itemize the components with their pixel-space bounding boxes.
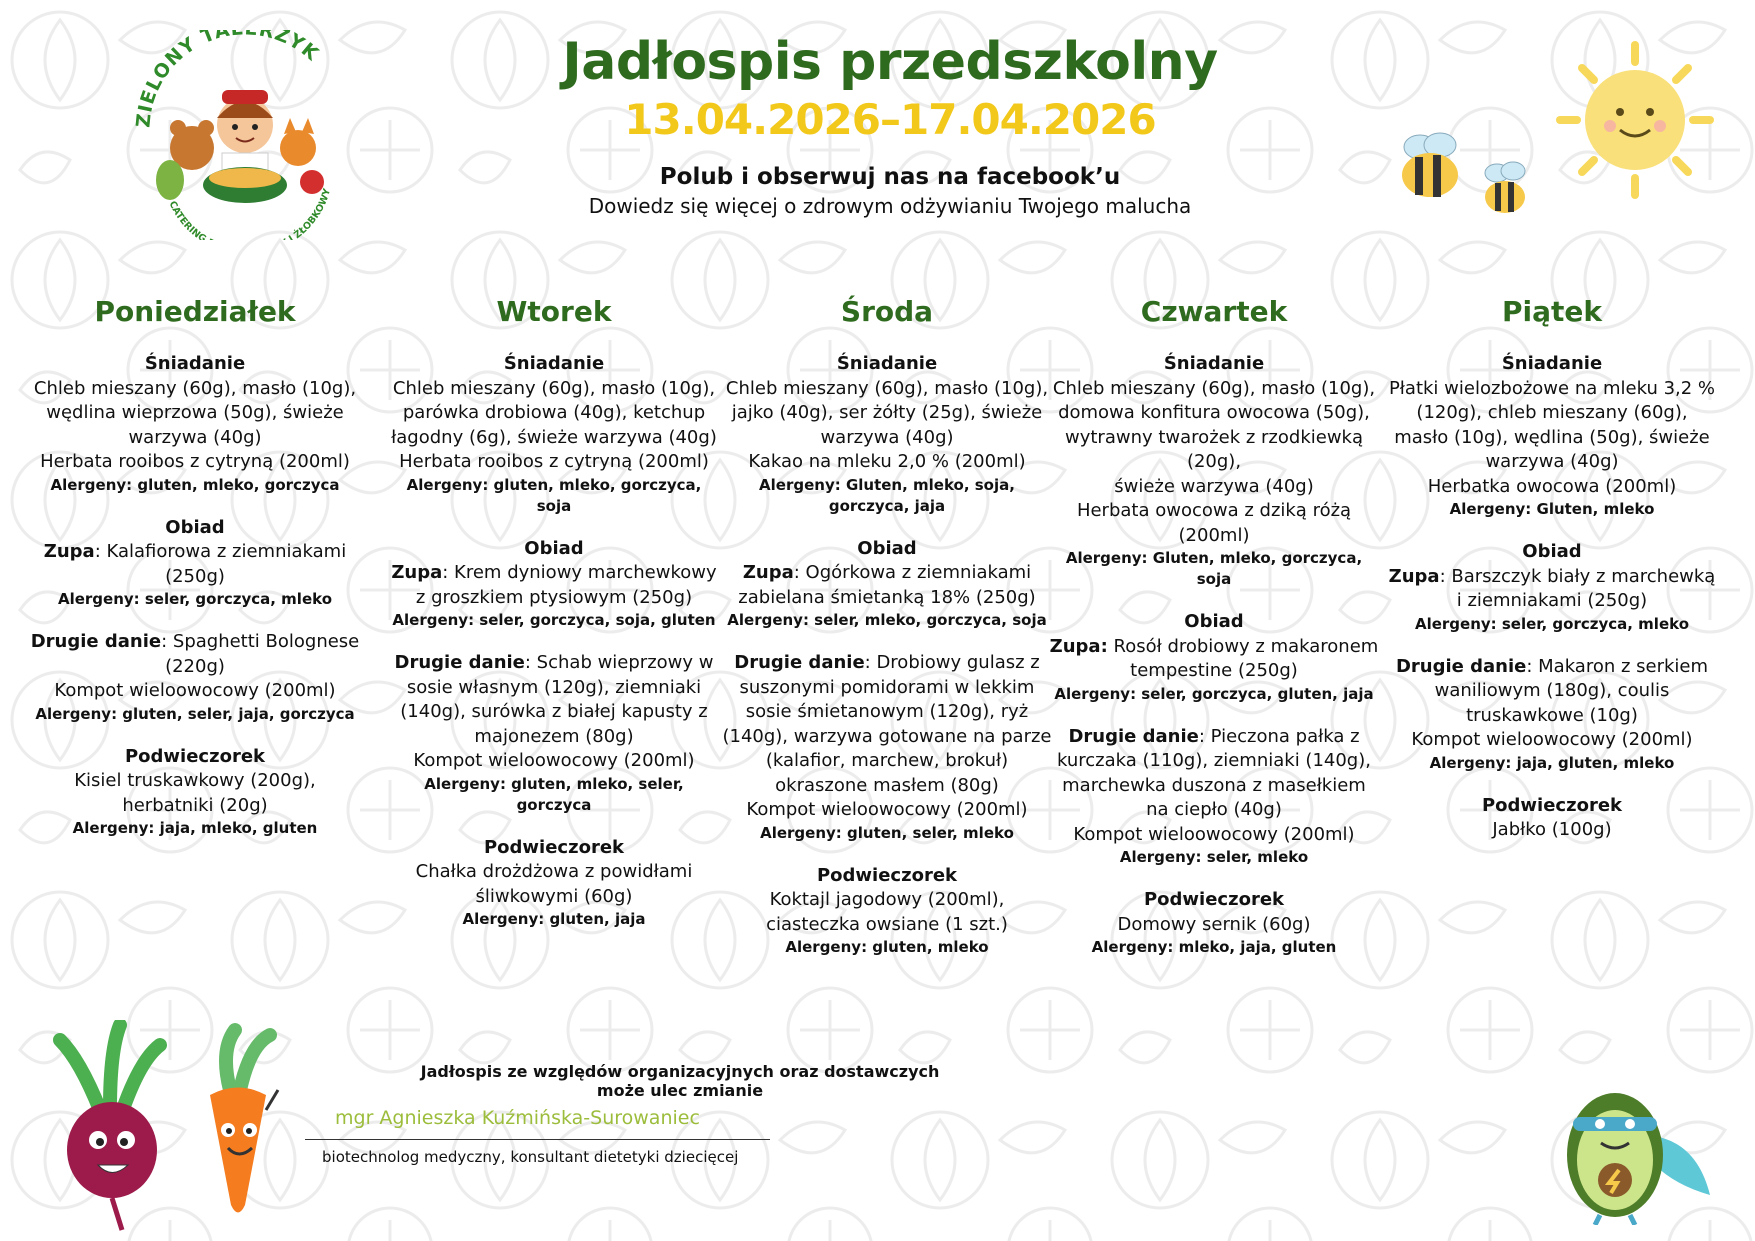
allergens: Alergeny: jaja, mleko, gluten bbox=[72, 819, 318, 837]
menu-text: Domowy sernik (60g) bbox=[1117, 913, 1311, 935]
main-course bbox=[722, 651, 1052, 798]
meal-title: Podwieczorek bbox=[483, 836, 625, 858]
allergens: Alergeny: gluten, seler, mleko bbox=[760, 823, 1014, 842]
meal-title: Śniadanie bbox=[1501, 353, 1603, 374]
meal-title: Śniadanie bbox=[1163, 353, 1265, 374]
signature bbox=[305, 1105, 775, 1166]
date-range: 13.04.2026–17.04.2026 bbox=[624, 95, 1156, 144]
soup-text: : Barszczyk biały z marchewką i ziemniakami (250g) bbox=[1439, 565, 1716, 611]
allergens: Alergeny: seler, gorczyca, soja, gluten bbox=[392, 611, 716, 629]
menu-text: Koktajl jagodowy (200ml), ciasteczka owsiane (1 szt.) bbox=[766, 889, 1008, 935]
day-title: Poniedziałek bbox=[94, 295, 296, 328]
main-course bbox=[30, 630, 360, 679]
menu-text: Chleb mieszany (60g), masło (10g), parówka drobiowa (40g), ketchup łagodny (6g), świeże warzywa (40g) bbox=[391, 377, 717, 448]
menu-text: Kakao na mleku 2,0 % (200ml) bbox=[748, 451, 1026, 472]
meal-title: Podwieczorek bbox=[1481, 794, 1623, 816]
allergens: Alergeny: seler, mleko, gorczyca, soja bbox=[727, 611, 1047, 629]
menu-text: Herbatka owocowa (200ml) bbox=[1427, 475, 1677, 497]
soup-text: : Ogórkowa z ziemniakami zabielana śmietanką 18% (250g) bbox=[738, 562, 1036, 608]
main-label: Drugie danie bbox=[30, 631, 162, 652]
main-text: : Makaron z serkiem waniliowym (180g), coulis truskawkowe (10g) bbox=[1434, 655, 1709, 726]
allergens: Alergeny: gluten, mleko, seler, gorczyca bbox=[424, 774, 684, 814]
soup bbox=[389, 561, 719, 610]
allergens: Alergeny: seler, mleko bbox=[1119, 848, 1309, 866]
drink: Kompot wieloowocowy (200ml) bbox=[413, 750, 695, 771]
main-course bbox=[1387, 655, 1717, 729]
soup-label: Zupa bbox=[391, 562, 443, 583]
menu-text: Herbata rooibos z cytryną (200ml) bbox=[399, 451, 709, 472]
drink: Kompot wieloowocowy (200ml) bbox=[1073, 823, 1355, 845]
logo-top-text: ZIELONY TA RZYK bbox=[132, 30, 324, 129]
footer-note: Jadłospis ze względów organizacyjnych oraz dostawczych może ulec zmianie bbox=[420, 1062, 940, 1100]
allergens: Alergeny: jaja, gluten, mleko bbox=[1429, 753, 1675, 772]
main-label: Drugie danie bbox=[1068, 725, 1199, 747]
meal-title: Obiad bbox=[1184, 611, 1244, 632]
meal-title: Podwieczorek bbox=[816, 864, 958, 886]
meal-title: Śniadanie bbox=[144, 353, 246, 374]
menu-text: Chleb mieszany (60g), masło (10g), wędlina wieprzowa (50g), świeże warzywa (40g) bbox=[33, 377, 357, 448]
main-course bbox=[389, 651, 719, 749]
signature-line bbox=[305, 1139, 770, 1140]
meal-title: Śniadanie bbox=[503, 353, 605, 374]
logo bbox=[130, 30, 360, 240]
day-column-thursday bbox=[1049, 292, 1379, 958]
drink: Kompot wieloowocowy (200ml) bbox=[54, 680, 336, 701]
soup bbox=[722, 561, 1052, 610]
menu-text: Herbata owocowa z dziką różą (200ml) bbox=[1076, 500, 1352, 546]
drink: Kompot wieloowocowy (200ml) bbox=[746, 799, 1028, 820]
allergens: Alergeny: mleko, jaja, gluten bbox=[1091, 938, 1337, 956]
meal-title: Obiad bbox=[1522, 541, 1582, 562]
day-title: Piątek bbox=[1501, 295, 1602, 328]
menu-text: Herbata rooibos z cytryną (200ml) bbox=[40, 451, 350, 472]
meal-title: Śniadanie bbox=[836, 353, 938, 374]
day-title: Środa bbox=[840, 295, 934, 328]
bees-icon bbox=[1385, 125, 1550, 225]
main-text: : Schab wieprzowy w sosie własnym (120g), ziemniaki (140g), surówka z białej kapusty z majonezem (80g) bbox=[400, 652, 714, 747]
soup-label: Zupa: bbox=[1049, 635, 1108, 657]
menu-text: Jabłko (100g) bbox=[1492, 819, 1612, 840]
soup-label: Zupa bbox=[43, 541, 95, 562]
allergens: Alergeny: seler, gorczyca, gluten, jaja bbox=[1054, 684, 1374, 703]
soup-text: Rosół drobiowy z makaronem tempestine (250g) bbox=[1107, 635, 1379, 681]
page-title: Jadłospis przedszkolny bbox=[562, 32, 1218, 92]
soup-label: Zupa bbox=[742, 562, 794, 583]
meal-title: Obiad bbox=[524, 537, 584, 559]
allergens: Alergeny: gluten, mleko, gorczyca, soja bbox=[406, 475, 702, 515]
allergens: Alergeny: seler, gorczyca, mleko bbox=[1414, 614, 1690, 633]
allergens: Alergeny: gluten, mleko bbox=[785, 938, 989, 956]
main-text: : Drobiowy gulasz z suszonymi pomidorami w lekkim sosie śmietanowym (120g), ryż (140g), warzywa gotowane na parze (kalafior, marchew, brokuł) okraszone masłem (80g) bbox=[722, 652, 1052, 796]
signature-name: mgr Agnieszka Kuźmińska-Surowaniec bbox=[335, 1107, 700, 1129]
meal-title: Podwieczorek bbox=[124, 745, 266, 767]
day-title: Czwartek bbox=[1140, 295, 1288, 328]
sun-icon bbox=[1550, 40, 1720, 200]
menu-text: Chleb mieszany (60g), masło (10g), jajko (40g), ser żółty (25g), świeże warzywa (40g) bbox=[725, 377, 1049, 448]
menu-text: Chałka drożdżowa z powidłami śliwkowymi (60g) bbox=[415, 861, 693, 907]
main-course bbox=[1049, 725, 1379, 823]
allergens: Alergeny: gluten, mleko, gorczyca bbox=[50, 475, 340, 494]
main-label: Drugie danie bbox=[734, 652, 865, 673]
subtitle: Dowiedz się więcej o zdrowym odżywianiu Twojego malucha bbox=[588, 194, 1192, 218]
logo-bottom-text: CATERING I ŻŁOBKOWY bbox=[166, 187, 334, 240]
signature-title: biotechnolog medyczny, konsultant dietetyki dziecięcej bbox=[322, 1148, 739, 1166]
meal-title: Podwieczorek bbox=[1143, 889, 1285, 910]
meal-title: Obiad bbox=[857, 537, 917, 559]
main-text: : Pieczona pałka z kurczaka (110g), ziemniaki (140g), marchewka duszona z masełkiem na ciepło (40g) bbox=[1057, 725, 1371, 820]
day-column-tuesday bbox=[389, 292, 719, 930]
menu-text: Chleb mieszany (60g), masło (10g), domowa konfitura owocowa (50g), wytrawny twarożek z rzodkiewką (20g), bbox=[1052, 377, 1376, 472]
header bbox=[420, 30, 1360, 220]
day-column-monday bbox=[30, 292, 360, 839]
soup bbox=[1049, 635, 1379, 684]
day-column-friday bbox=[1387, 292, 1717, 843]
avocado-icon bbox=[1545, 1075, 1715, 1225]
day-column-wednesday bbox=[722, 292, 1052, 958]
allergens: Alergeny: Gluten, mleko bbox=[1449, 500, 1655, 518]
drink: Kompot wieloowocowy (200ml) bbox=[1411, 729, 1693, 750]
main-label: Drugie danie bbox=[1395, 655, 1527, 677]
allergens: Alergeny: gluten, jaja bbox=[462, 910, 646, 928]
allergens: Alergeny: gluten, seler, jaja, gorczyca bbox=[35, 704, 355, 723]
soup-text: : Krem dyniowy marchewkowy z groszkiem ptysiowym (250g) bbox=[415, 562, 717, 608]
soup-label: Zupa bbox=[1388, 565, 1440, 587]
meal-title: Obiad bbox=[165, 516, 225, 538]
allergens: Alergeny: seler, gorczyca, mleko bbox=[57, 590, 333, 608]
soup-text: : Kalafiorowa z ziemniakami (250g) bbox=[94, 541, 347, 587]
main-label: Drugie danie bbox=[394, 652, 525, 673]
soup bbox=[30, 540, 360, 589]
day-title: Wtorek bbox=[496, 295, 612, 328]
menu-text: świeże warzywa (40g) bbox=[1114, 475, 1314, 497]
allergens: Alergeny: Gluten, mleko, gorczyca, soja bbox=[1065, 549, 1363, 588]
main-text: : Spaghetti Bolognese (220g) bbox=[161, 631, 360, 677]
vegetables-icon bbox=[40, 1020, 280, 1235]
menu-text: Kisiel truskawkowy (200g), herbatniki (20g) bbox=[74, 770, 316, 816]
menu-text: Płatki wielozbożowe na mleku 3,2 % (120g), chleb mieszany (60g), masło (10g), wędlina (50g), świeże warzywa (40g) bbox=[1388, 377, 1716, 472]
facebook-text: Polub i obserwuj nas na facebook’u bbox=[659, 164, 1121, 190]
allergens: Alergeny: Gluten, mleko, soja, gorczyca, jaja bbox=[759, 475, 1015, 515]
soup bbox=[1387, 565, 1717, 614]
